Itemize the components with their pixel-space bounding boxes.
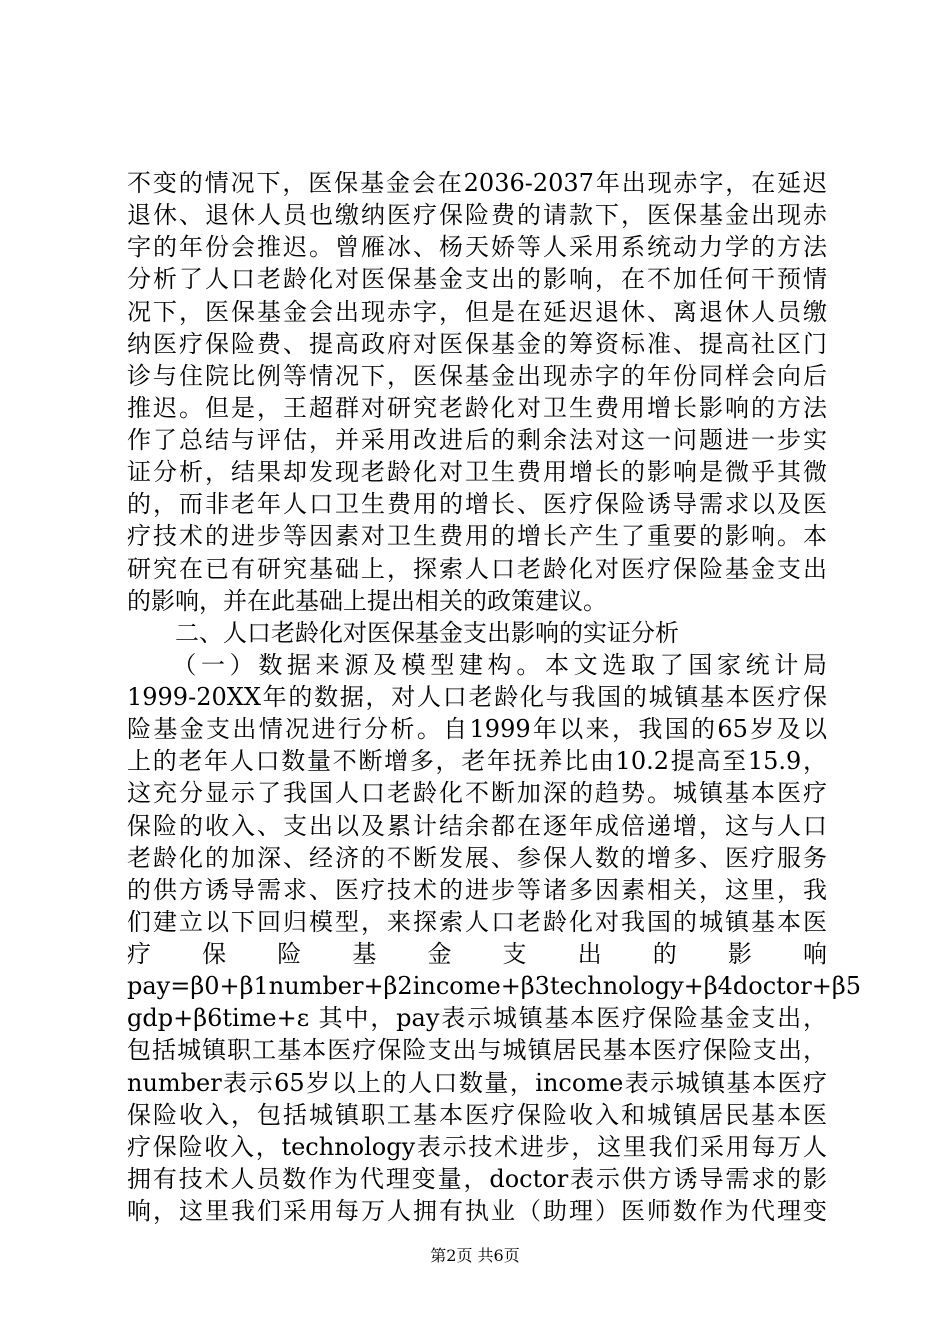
text-line: 疗 保 险 基 金 支 出 的 影 响: [127, 940, 827, 968]
text-line: 分析了人口老龄化对医保基金支出的影响，在不加任何干预情: [127, 265, 827, 294]
page-number-footer: 第2页 共6页: [430, 1246, 520, 1265]
text-line: 的影响，并在此基础上提出相关的政策建议。: [127, 586, 607, 615]
text-line: 研究在已有研究基础上，探索人口老龄化对医疗保险基金支出: [127, 554, 827, 583]
text-line: 疗保险收入，technology表示技术进步，这里我们采用每万人: [127, 1132, 827, 1161]
text-line: 响，这里我们采用每万人拥有执业（助理）医师数作为代理变: [127, 1197, 827, 1225]
text-line: 推迟。但是，王超群对研究老龄化对卫生费用增长影响的方法: [127, 393, 827, 422]
text-line: 诊与住院比例等情况下，医保基金出现赤字的年份同样会向后: [127, 361, 827, 390]
text-line: 们建立以下回归模型，来探索人口老龄化对我国的城镇基本医: [127, 907, 827, 936]
text-line: 包括城镇职工基本医疗保险支出与城镇居民基本医疗保险支出，: [127, 1036, 827, 1065]
text-line: 作了总结与评估，并采用改进后的剩余法对这一问题进一步实: [127, 426, 827, 454]
text-line: 字的年份会推迟。曾雁冰、杨天娇等人采用系统动力学的方法: [127, 233, 827, 262]
text-line: 保险收入，包括城镇职工基本医疗保险收入和城镇居民基本医: [127, 1100, 827, 1129]
section-heading: 二、人口老龄化对医保基金支出影响的实证分析: [127, 618, 679, 647]
text-line: 这充分显示了我国人口老龄化不断加深的趋势。城镇基本医疗: [127, 779, 827, 808]
text-line: 保险的收入、支出以及累计结余都在逐年成倍递增，这与人口: [127, 811, 827, 840]
text-line: 拥有技术人员数作为代理变量，doctor表示供方诱导需求的影: [127, 1164, 827, 1193]
text-line: gdp+β6time+ε 其中，pay表示城镇基本医疗保险基金支出，: [127, 1004, 827, 1033]
text-line: 老龄化的加深、经济的不断发展、参保人数的增多、医疗服务: [127, 843, 827, 872]
text-line: 证分析，结果却发现老龄化对卫生费用增长的影响是微乎其微: [127, 458, 827, 487]
text-line: 的供方诱导需求、医疗技术的进步等诸多因素相关，这里，我: [127, 875, 827, 904]
text-line: 的，而非老年人口卫生费用的增长、医疗保险诱导需求以及医: [127, 490, 827, 519]
text-line: 退休、退休人员也缴纳医疗保险费的请款下，医保基金出现赤: [127, 201, 827, 230]
text-line: number表示65岁以上的人口数量，income表示城镇基本医疗: [127, 1068, 827, 1097]
text-line: 上的老年人口数量不断增多，老年抚养比由10.2提高至15.9，: [127, 747, 827, 776]
text-line: （一）数据来源及模型建构。本文选取了国家统计局: [127, 650, 827, 679]
text-line: 1999-20XX年的数据，对人口老龄化与我国的城镇基本医疗保: [127, 683, 827, 711]
text-line: 纳医疗保险费、提高政府对医保基金的筹资标准、提高社区门: [127, 329, 827, 358]
text-line: 况下，医保基金会出现赤字，但是在延迟退休、离退休人员缴: [127, 297, 827, 326]
text-line: 险基金支出情况进行分析。自1999年以来，我国的65岁及以: [127, 715, 827, 744]
text-line: 疗技术的进步等因素对卫生费用的增长产生了重要的影响。本: [127, 522, 827, 551]
formula-line: pay=β0+β1number+β2income+β3technology+β4doctor+β5: [127, 972, 861, 1001]
text-line: 不变的情况下，医保基金会在2036-2037年出现赤字，在延迟: [127, 169, 827, 197]
